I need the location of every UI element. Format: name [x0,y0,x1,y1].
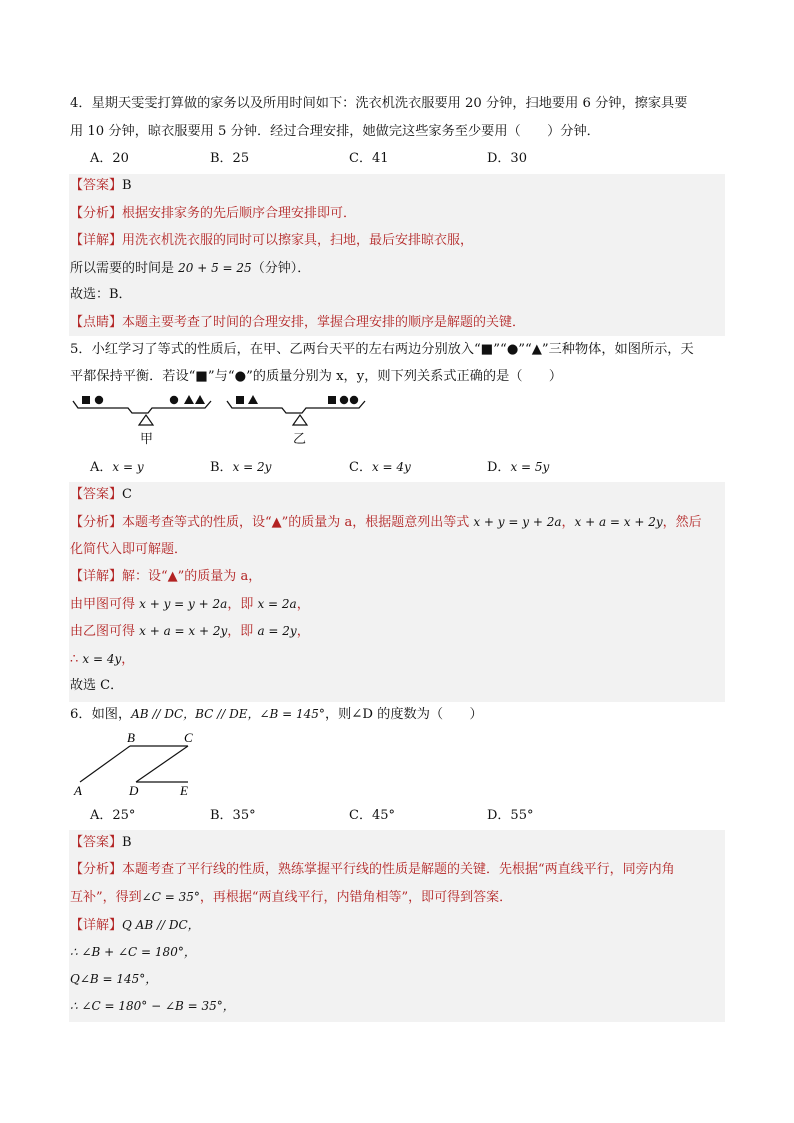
triangle-icon [195,395,205,404]
triangle-icon [184,395,194,404]
square-icon [236,396,244,404]
point-label-d: D [129,783,139,798]
point-label-a: A [74,783,82,798]
q5-detail-line3: 由乙图可得 x + a = x + 2y，即 a = 2y， [70,624,310,639]
balance-jia-label: 甲 [140,432,154,447]
square-icon [328,396,336,404]
q6-option-c: C．45° [349,808,395,823]
q6-detail-line3: Q∠B = 145°， [70,972,158,986]
q5-option-d: D．x = 5y [487,460,550,475]
q6-analysis-line1: 【分析】本题考查了平行线的性质，熟练掌握平行线的性质是解题的关键．先根据“两直线平行，同旁内角 [70,862,675,877]
circle-icon [350,396,358,404]
q4-stem-line1: 4．星期天雯雯打算做的家务以及所用时间如下：洗衣机洗衣服要用 20 分钟，扫地要用 6 分钟，擦家具要 [70,96,688,111]
circle-icon [170,396,178,404]
q4-detail-line1: 【详解】用洗衣机洗衣服的同时可以擦家具，扫地，最后安排晾衣服， [70,233,474,248]
q6-detail-line4: ∴ ∠C = 180° − ∠B = 35°， [70,999,235,1013]
q6-detail-line1: 【详解】Q AB // DC， [70,918,200,933]
q5-answer: 【答案】C [70,487,132,502]
q5-option-c: C．x = 4y [349,460,411,475]
q4-solution-box [69,174,725,336]
q5-detail-line4: ∴ x = 4y， [70,652,135,667]
q6-answer: 【答案】B [70,835,132,850]
point-label-e: E [180,783,188,798]
q5-analysis-line2: 化简代入即可解题． [70,542,188,557]
q4-option-b: B．25 [210,151,250,166]
q4-stem-line2: 用 10 分钟，晾衣服要用 5 分钟．经过合理安排，她做完这些家务至少要用（ ）分钟． [70,124,600,139]
q4-option-a: A．20 [90,151,129,166]
q4-analysis: 【分析】根据安排家务的先后顺序合理安排即可． [70,206,357,221]
q4-option-c: C．41 [349,151,389,166]
square-icon [82,396,90,404]
q5-analysis-line1: 【分析】本题考查等式的性质，设“▲”的质量为 a，根据题意列出等式 x + y = y + 2a，x + a = x + 2y，然后 [70,515,702,530]
q5-option-a: A．x = y [90,460,144,475]
q6-analysis-line2: 互补”，得到∠C = 35°，再根据“两直线平行，内错角相等”，即可得到答案． [70,890,513,905]
balance-yi-label: 乙 [293,432,307,447]
q5-stem-line1: 5．小红学习了等式的性质后，在甲、乙两台天平的左右两边分别放入“■”“●”“▲”三种物体，如图所示，天 [70,342,694,357]
q6-option-a: A．25° [90,808,136,823]
q4-comment: 【点睛】本题主要考查了时间的合理安排，掌握合理安排的顺序是解题的关键． [70,315,526,330]
q4-detail-line2: 所以需要的时间是 20 + 5 = 25（分钟）． [70,261,311,276]
q5-option-b: B．x = 2y [210,460,272,475]
q5-stem-line2: 平都保持平衡．若设“■”与“●”的质量分别为 x，y，则下列关系式正确的是（ ） [70,369,563,384]
q6-option-b: B．35° [210,808,256,823]
triangle-icon [248,395,258,404]
q6-stem: 6．如图，AB // DC，BC // DE，∠B = 145°，则∠D 的度数为（ ） [70,707,483,722]
q5-detail-line1: 【详解】解：设“▲”的质量为 a， [70,569,262,584]
parallel-lines-figure [70,730,210,800]
q5-detail-line2: 由甲图可得 x + y = y + 2a，即 x = 2a， [70,597,310,612]
q4-choice: 故选：B． [70,287,132,302]
q4-option-d: D．30 [487,151,527,166]
q6-option-d: D．55° [487,808,534,823]
circle-icon [340,396,348,404]
q6-detail-line2: ∴ ∠B + ∠C = 180°， [70,945,196,959]
circle-icon [95,396,103,404]
point-label-b: B [127,730,135,745]
q4-answer: 【答案】B [70,178,132,193]
q5-choice: 故选 C． [70,678,124,693]
point-label-c: C [184,730,193,745]
